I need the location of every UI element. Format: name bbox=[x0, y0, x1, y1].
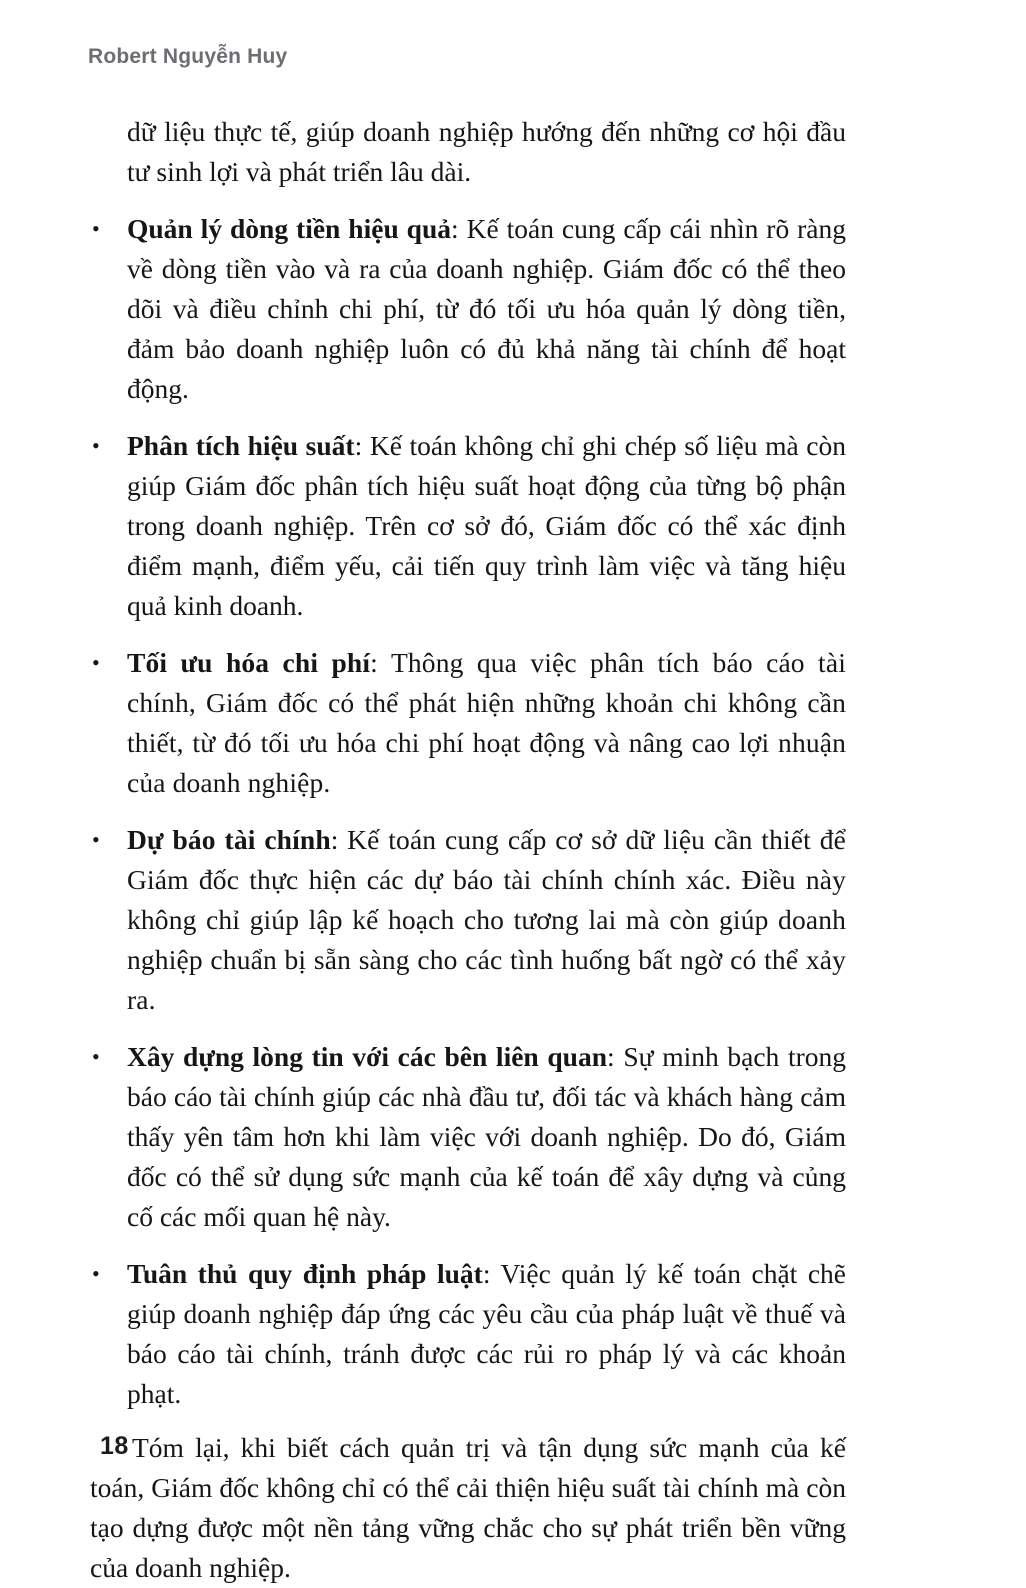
list-item-separator: : bbox=[482, 1258, 501, 1289]
list-item-lead: Tuân thủ quy định pháp luật bbox=[127, 1258, 483, 1289]
list-item-separator: : bbox=[330, 824, 348, 855]
benefits-list bbox=[90, 209, 846, 1414]
list-item bbox=[90, 643, 846, 803]
list-item-lead: Phân tích hiệu suất bbox=[127, 430, 355, 461]
list-item bbox=[90, 820, 846, 1020]
list-item-separator: : bbox=[354, 430, 370, 461]
bullet-icon: • bbox=[92, 1044, 100, 1069]
list-item-body: Việc quản lý kế toán chặt chẽ giúp doanh nghiệp đáp ứng các yêu cầu của pháp luật về thuế và báo cáo tài chính, tránh được các rủi ro pháp lý và các khoản phạt. bbox=[127, 1258, 846, 1409]
list-item-body: Kế toán cung cấp cơ sở dữ liệu cần thiết để Giám đốc thực hiện các dự báo tài chính chính xác. Điều này không chỉ giúp lập kế hoạch cho tương lai mà còn giúp doanh nghiệp chuẩn bị sẵn sàng cho các tình huống bất ngờ có thể xảy ra. bbox=[127, 824, 846, 1015]
bullet-icon: • bbox=[92, 1261, 100, 1286]
bullet-icon: • bbox=[92, 650, 100, 675]
page-number: 18 bbox=[100, 1432, 129, 1460]
list-item-separator: : bbox=[370, 647, 391, 678]
continuation-paragraph: dữ liệu thực tế, giúp doanh nghiệp hướng đến những cơ hội đầu tư sinh lợi và phát triển lâu dài. bbox=[127, 116, 846, 187]
closing-paragraph: Tóm lại, khi biết cách quản trị và tận dụng sức mạnh của kế toán, Giám đốc không chỉ có thể cải thiện hiệu suất tài chính mà còn tạo dựng được một nền tảng vững chắc cho sự phát triển bền vững của doanh nghiệp. bbox=[90, 1432, 846, 1583]
list-item-lead: Dự báo tài chính bbox=[127, 824, 331, 855]
running-head: Robert Nguyễn Huy bbox=[88, 45, 288, 68]
page-body bbox=[90, 112, 846, 1588]
list-item-body: Thông qua việc phân tích báo cáo tài chính, Giám đốc có thể phát hiện những khoản chi không cần thiết, từ đó tối ưu hóa chi phí hoạt động và nâng cao lợi nhuận của doanh nghiệp. bbox=[127, 647, 846, 798]
list-item-body: Sự minh bạch trong báo cáo tài chính giúp các nhà đầu tư, đối tác và khách hàng cảm thấy yên tâm hơn khi làm việc với doanh nghiệp. Do đó, Giám đốc có thể sử dụng sức mạnh của kế toán để xây dựng và củng cố các mối quan hệ này. bbox=[127, 1041, 847, 1232]
list-item-separator: : bbox=[607, 1041, 624, 1072]
list-item bbox=[90, 1037, 846, 1237]
list-item bbox=[90, 209, 846, 409]
list-item-lead: Tối ưu hóa chi phí bbox=[127, 647, 371, 678]
list-item bbox=[90, 1254, 846, 1414]
list-item-lead: Xây dựng lòng tin với các bên liên quan bbox=[127, 1041, 608, 1072]
list-item-body: Kế toán không chỉ ghi chép số liệu mà còn giúp Giám đốc phân tích hiệu suất hoạt động của từng bộ phận trong doanh nghiệp. Trên cơ sở đó, Giám đốc có thể xác định điểm mạnh, điểm yếu, cải tiến quy trình làm việc và tăng hiệu quả kinh doanh. bbox=[127, 430, 847, 621]
list-item-body: Kế toán cung cấp cái nhìn rõ ràng về dòng tiền vào và ra của doanh nghiệp. Giám đốc có thể theo dõi và điều chỉnh chi phí, từ đó tối ưu hóa quản lý dòng tiền, đảm bảo doanh nghiệp luôn có đủ khả năng tài chính để hoạt động. bbox=[127, 213, 847, 404]
list-item-lead: Quản lý dòng tiền hiệu quả bbox=[127, 213, 452, 244]
list-item bbox=[90, 426, 846, 626]
list-item-separator: : bbox=[451, 213, 467, 244]
bullet-icon: • bbox=[92, 216, 100, 241]
bullet-icon: • bbox=[92, 433, 100, 458]
bullet-icon: • bbox=[92, 827, 100, 852]
